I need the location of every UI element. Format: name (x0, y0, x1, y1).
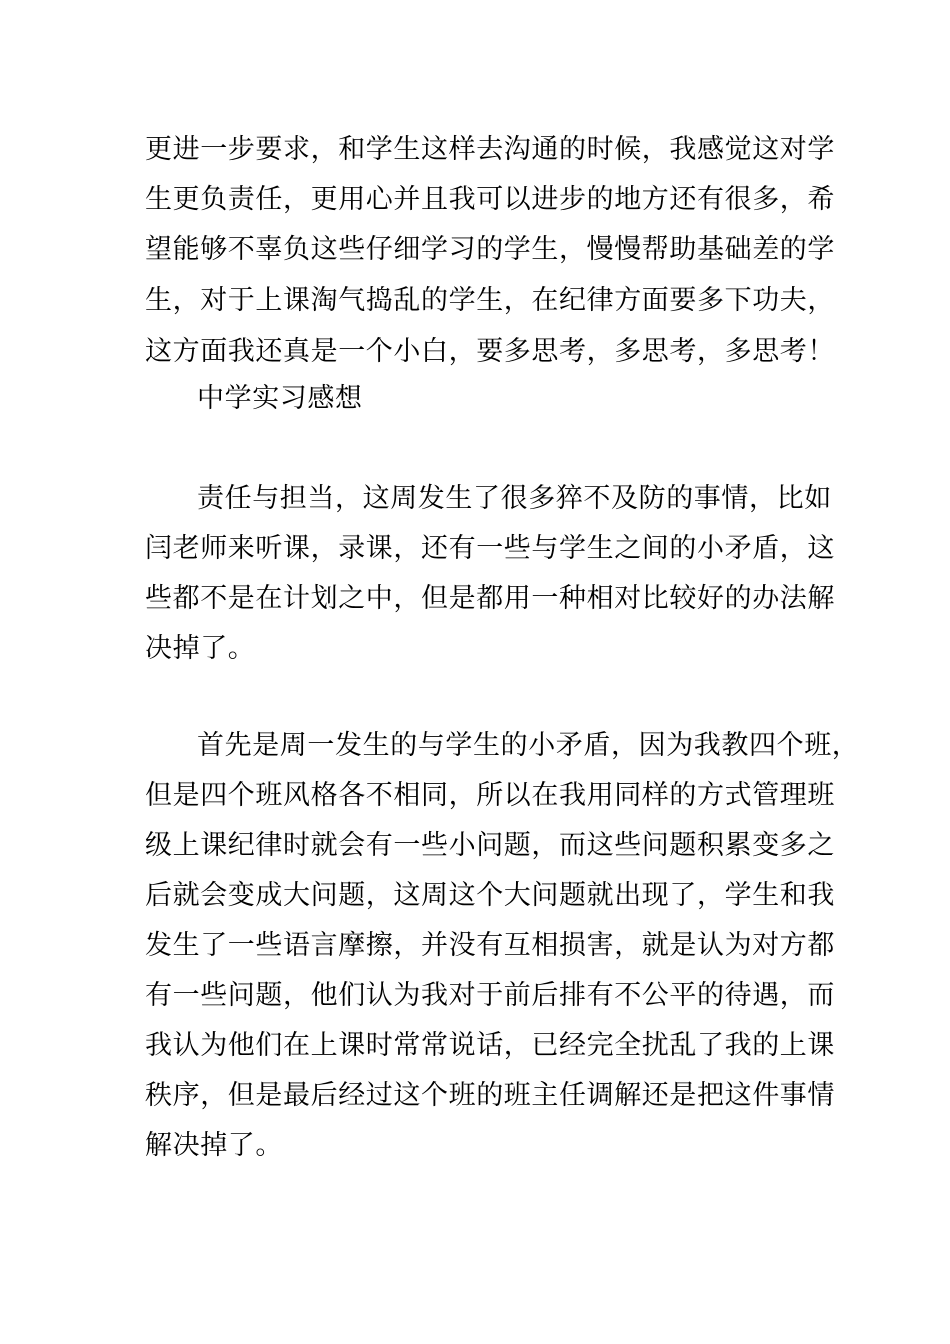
text-line: 望能够不辜负这些仔细学习的学生，慢慢帮助基础差的学 (145, 234, 835, 265)
paragraph-line: 我认为他们在上课时常常说话，已经完全扰乱了我的上课 (145, 1030, 835, 1061)
paragraph-line: 但是四个班风格各不相同，所以在我用同样的方式管理班 (145, 780, 835, 811)
text-line: 这方面我还真是一个小白，要多思考，多思考，多思考！ (145, 336, 835, 367)
text-line: 生更负责任，更用心并且我可以进步的地方还有很多，希 (145, 184, 835, 215)
paragraph-line: 后就会变成大问题，这周这个大问题就出现了，学生和我 (145, 880, 835, 911)
paragraph-line: 秩序，但是最后经过这个班的班主任调解还是把这件事情 (145, 1080, 835, 1111)
text-line: 生，对于上课淘气捣乱的学生，在纪律方面要多下功夫， (145, 285, 835, 316)
paragraph-line: 责任与担当，这周发生了很多猝不及防的事情，比如 (197, 483, 832, 514)
paragraph-line: 发生了一些语言摩擦，并没有互相损害，就是认为对方都 (145, 930, 835, 961)
paragraph-line: 些都不是在计划之中，但是都用一种相对比较好的办法解 (145, 583, 835, 614)
text-line: 更进一步要求，和学生这样去沟通的时候，我感觉这对学 (145, 134, 835, 165)
paragraph-line: 解决掉了。 (145, 1130, 283, 1161)
section-heading: 中学实习感想 (197, 383, 363, 414)
paragraph-line: 决掉了。 (145, 633, 256, 664)
paragraph-line: 闫老师来听课，录课，还有一些与学生之间的小矛盾，这 (145, 533, 835, 564)
paragraph-line: 首先是周一发生的与学生的小矛盾，因为我教四个班， (197, 730, 860, 761)
paragraph-line: 有一些问题，他们认为我对于前后排有不公平的待遇，而 (145, 980, 835, 1011)
paragraph-line: 级上课纪律时就会有一些小问题，而这些问题积累变多之 (145, 830, 835, 861)
